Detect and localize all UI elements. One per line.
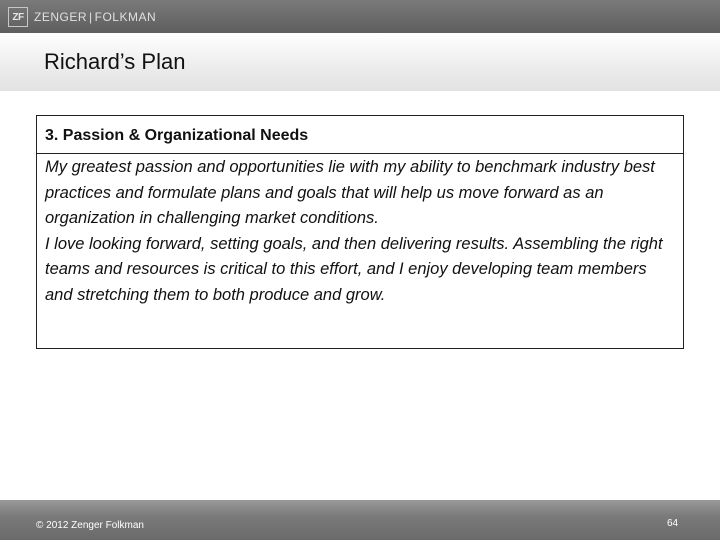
section-heading: 3. Passion & Organizational Needs (37, 116, 683, 154)
zenger-folkman-logo (8, 7, 156, 27)
logo-separator: | (89, 10, 93, 24)
logo-mark-icon: ZF (8, 7, 28, 27)
copyright-text: © 2012 Zenger Folkman (36, 520, 144, 531)
logo-right-text: FOLKMAN (94, 10, 157, 24)
header-bar (0, 0, 720, 33)
logo-wordmark (34, 10, 156, 24)
paragraph: I love looking forward, setting goals, and then delivering results. Assembling the right teams and resources is critical to this effort, and I enjoy developing team members and stretching them to both produce and grow. (45, 234, 663, 304)
section-body (37, 154, 683, 308)
logo-left-text: ZENGER (34, 10, 88, 24)
page-number: 64 (667, 518, 679, 529)
paragraph: My greatest passion and opportunities lie with my ability to benchmark industry best practices and formulate plans and goals that will help us move forward as an organization in challenging market conditions. (45, 158, 655, 227)
slide-title: Richard’s Plan (44, 49, 186, 74)
content-box (36, 115, 684, 349)
